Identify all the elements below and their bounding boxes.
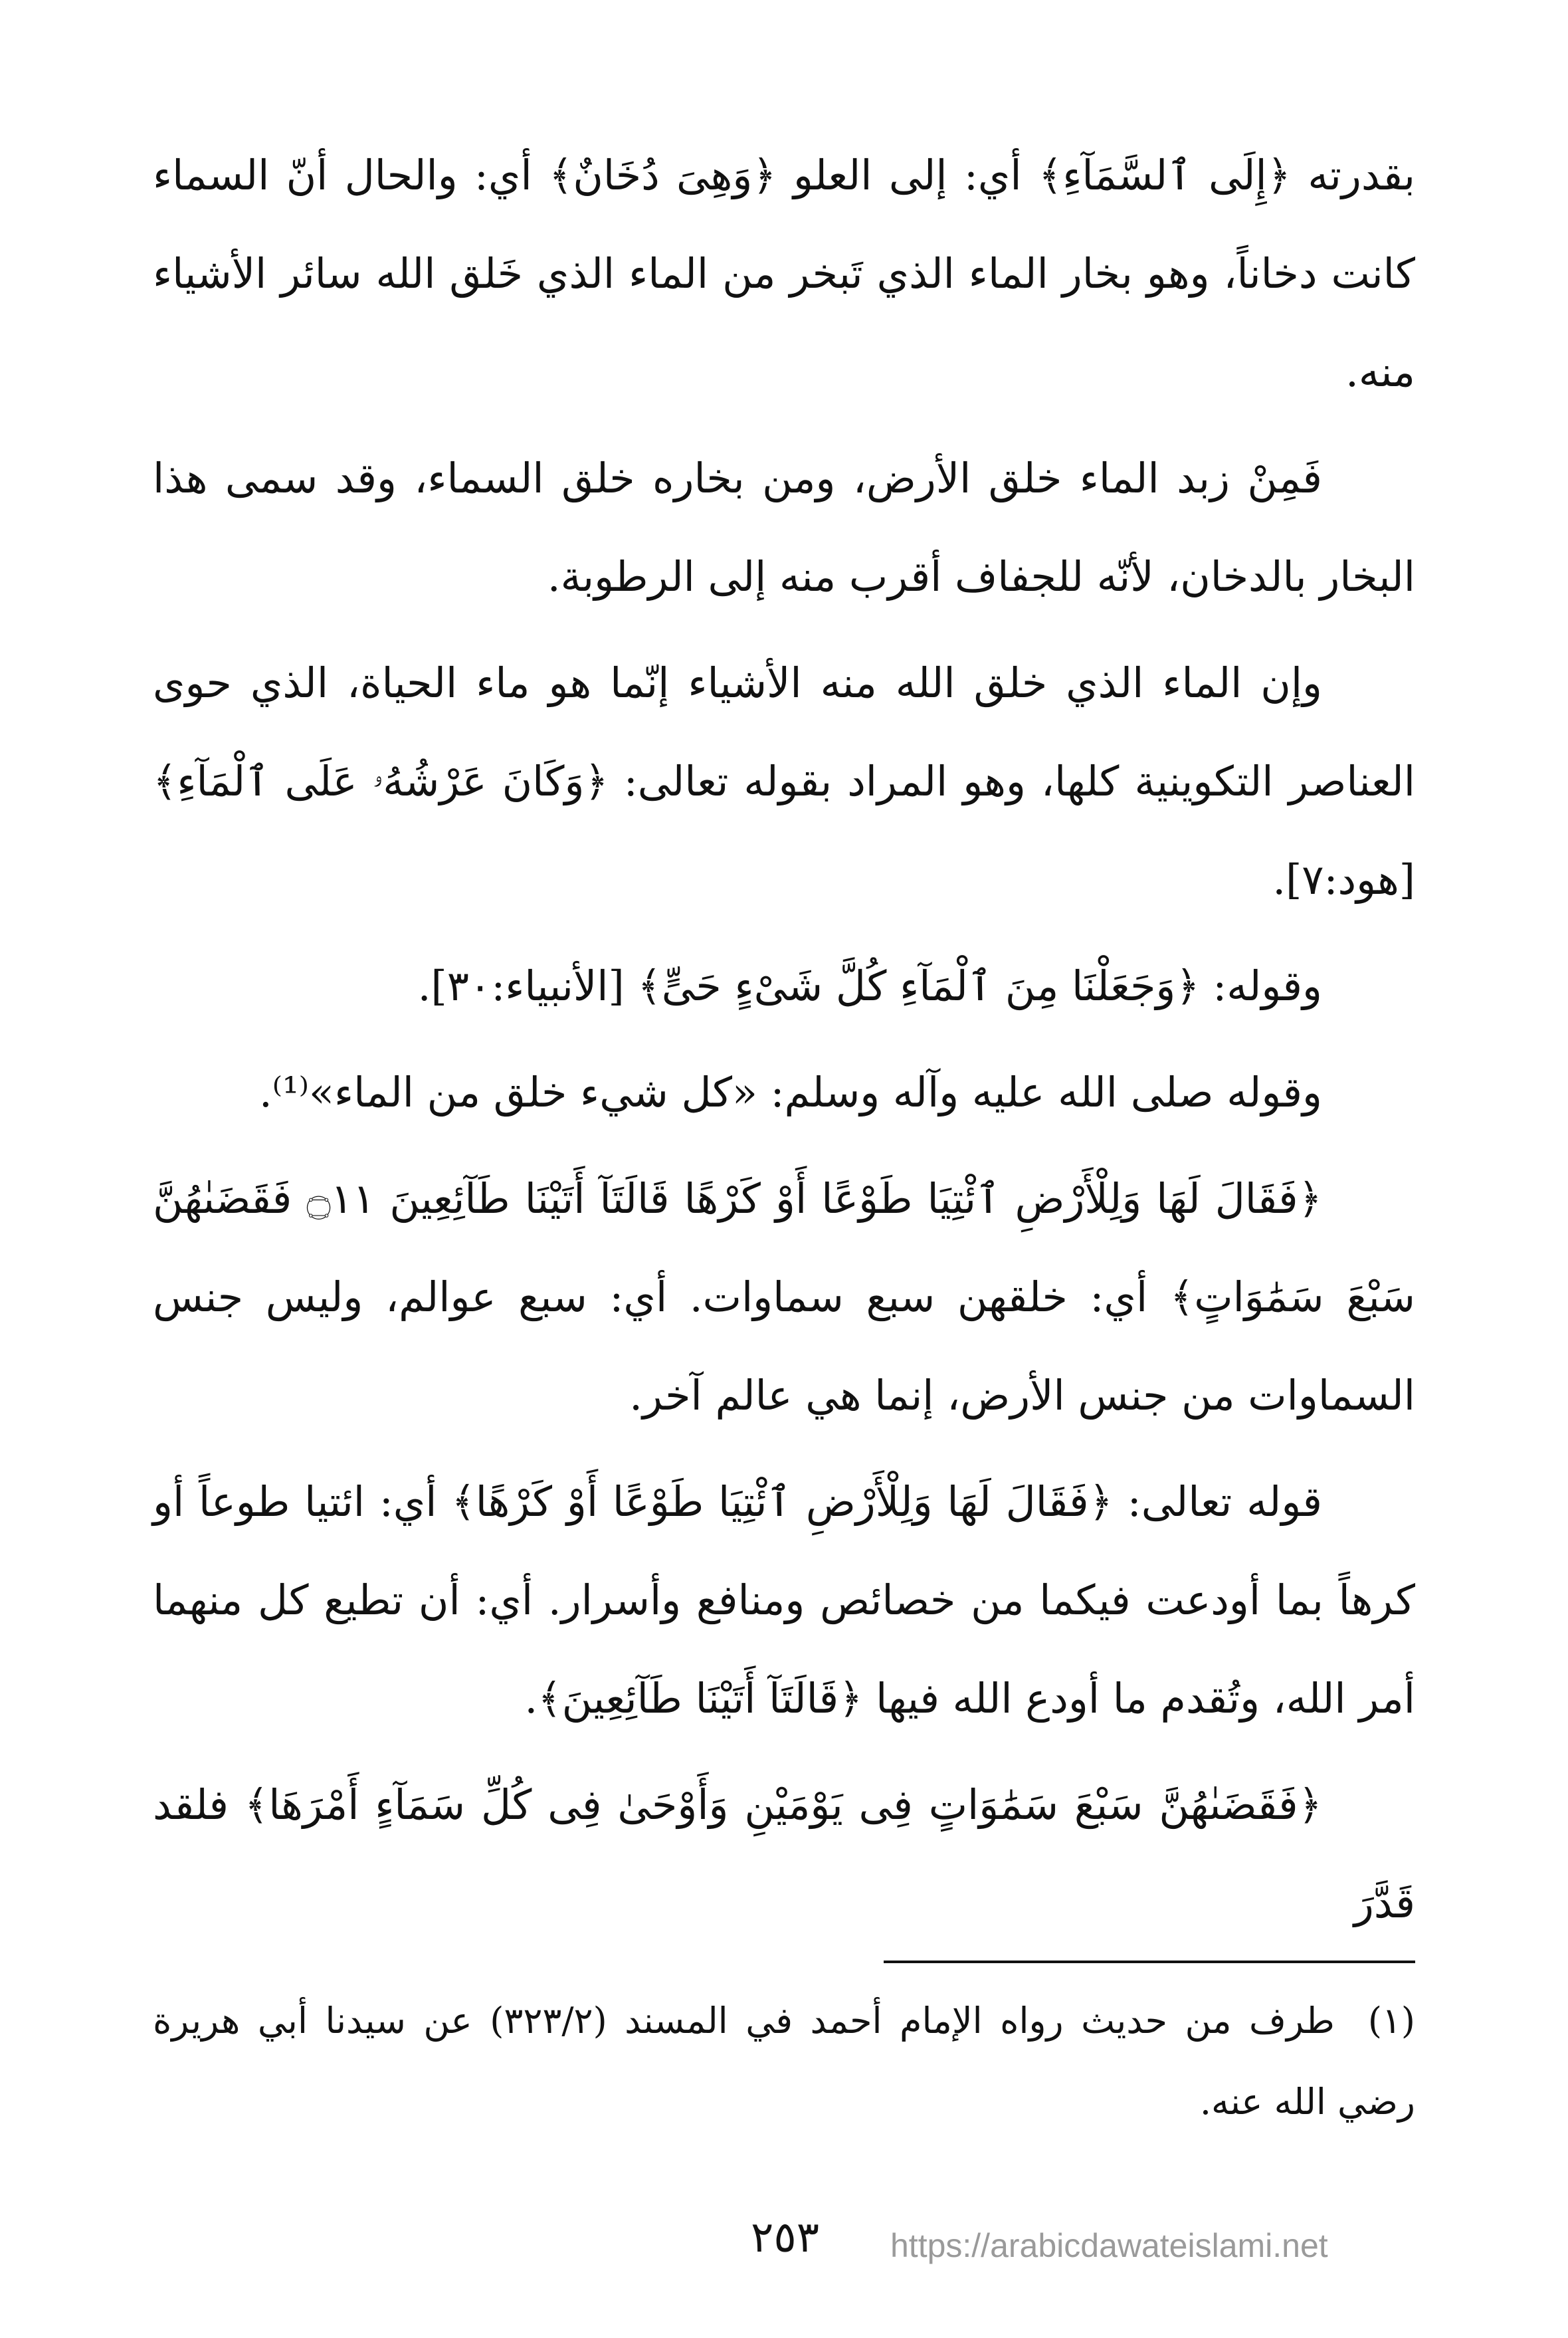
paragraph-6: ﴿فَقَالَ لَهَا وَلِلْأَرْضِ ٱئْتِيَا طَوْعًا أَوْ كَرْهًا قَالَتَآ أَتَيْنَا طَآئِعِينَ ۝١١ فَقَضَىٰهُنَّ سَبْعَ سَمَٰوَاتٍ﴾ أي: خلقهن سبع سماوات. أي: سبع عوالم، وليس جنس السماوات من جنس الأرض، إنما هي عالم آخر. [153,1174,1415,1420]
paragraph-7: قوله تعالى: ﴿فَقَالَ لَهَا وَلِلْأَرْضِ ٱئْتِيَا طَوْعًا أَوْ كَرْهًا﴾ أي: ائتيا طوعاً أو كرهاً بما أودعت فيكما من خصائص ومنافع وأسرار. أي: أن تطيع كل منهما أمر الله، وتُقدم ما أودع الله فيها ﴿قَالَتَآ أَتَيْنَا طَآئِعِينَ﴾. [153,1477,1415,1723]
paragraph-8: ﴿فَقَضَىٰهُنَّ سَبْعَ سَمَٰوَاتٍ فِى يَوْمَيْنِ وَأَوْحَىٰ فِى كُلِّ سَمَآءٍ أَمْرَهَا﴾ فلقد قَدَّرَ [153,1780,1415,1927]
footnote [153,1980,1415,2143]
paragraph-1: بقدرته ﴿إِلَى ٱلسَّمَآءِ﴾ أي: إلى العلو ﴿وَهِىَ دُخَانٌ﴾ أي: والحال أنّ السماء كانت دخاناً، وهو بخار الماء الذي تَبخر من الماء الذي خَلق الله سائر الأشياء منه. [153,151,1415,396]
page-number: ٢٥٣ [751,2213,820,2262]
paragraph-2: فَمِنْ زبد الماء خلق الأرض، ومن بخاره خلق السماء، وقد سمى هذا البخار بالدخان، لأنّه للجفاف أقرب منه إلى الرطوبة. [153,454,1415,601]
footnote-text: طرف من حديث رواه الإمام أحمد في المسند (٣٢٣/٢) عن سيدنا أبي هريرة رضي الله عنه. [153,2000,1415,2123]
footnote-number: (١) [1367,2000,1415,2042]
paragraph-3: وإن الماء الذي خلق الله منه الأشياء إنّما هو ماء الحياة، الذي حوى العناصر التكوينية كلها، وهو المراد بقوله تعالى: ﴿وَكَانَ عَرْشُهُۥ عَلَى ٱلْمَآءِ﴾ [هود:٧]. [153,659,1416,904]
footnote-separator [884,1961,1415,1963]
paragraph-4: وقوله: ﴿وَجَعَلْنَا مِنَ ٱلْمَآءِ كُلَّ شَىْءٍ حَىٍّ﴾ [الأنبياء:٣٠]. [417,962,1322,1010]
main-text [153,126,1415,1961]
paragraph-5: وقوله صلى الله عليه وآله وسلم: «كل شيء خلق من الماء»⁽¹⁾. [259,1068,1322,1116]
watermark-url: https://arabicdawateislami.net [890,2227,1328,2264]
